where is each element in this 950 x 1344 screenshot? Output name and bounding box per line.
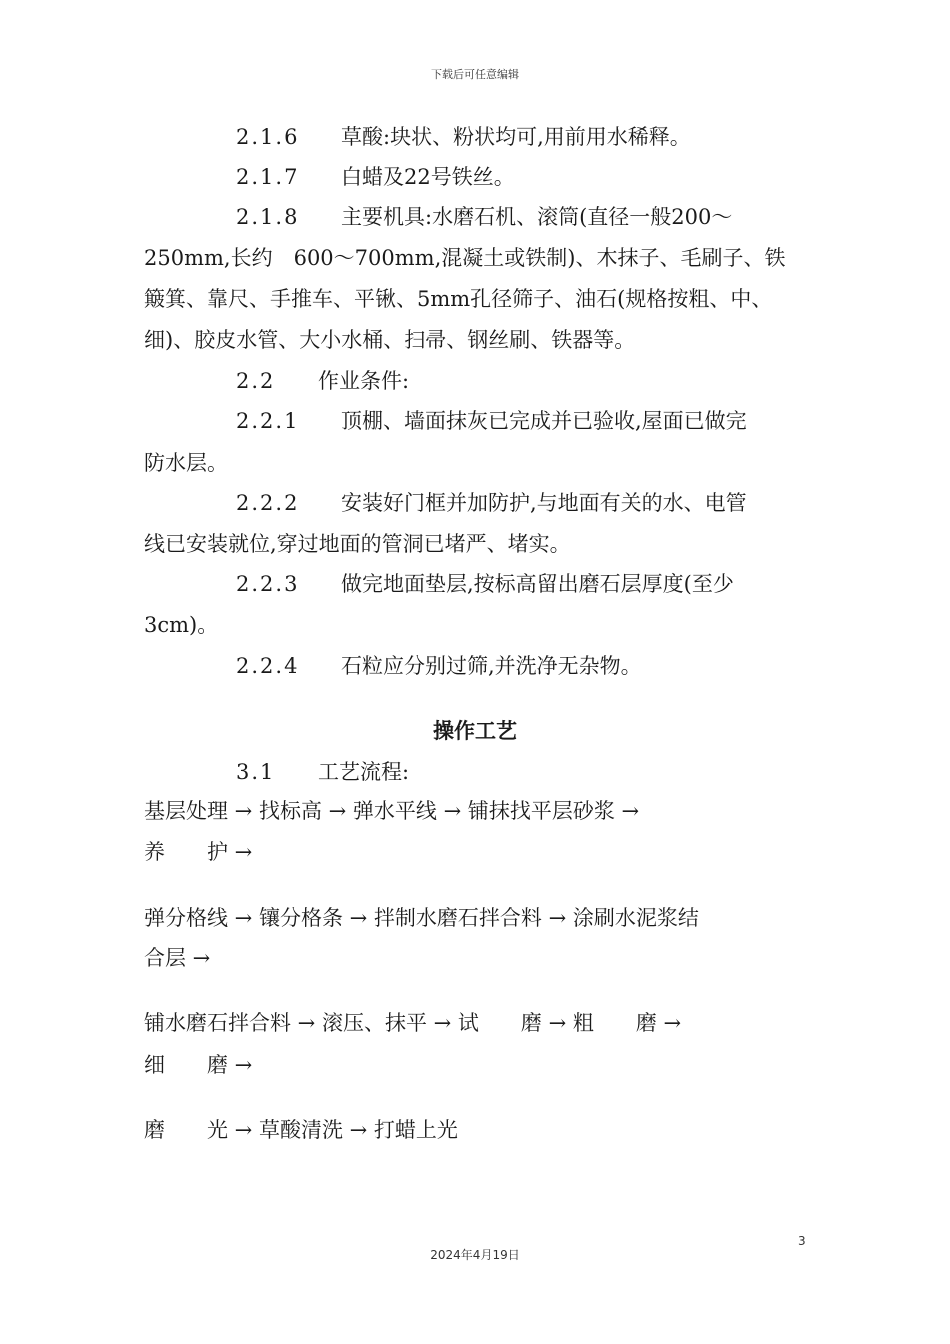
item-2-1-8-line4: 细)、胶皮水管、大小水桶、扫帚、钢丝刷、铁器等。 (144, 328, 636, 352)
item-2-1-8-line2: 250mm,长约 600～700mm,混凝土或铁制)、木抹子、毛刷子、铁 (144, 246, 786, 270)
page-number: 3 (798, 1234, 806, 1248)
flow-line-1: 基层处理 → 找标高 → 弹水平线 → 铺抹找平层砂浆 → (144, 799, 640, 823)
item-2-2-1 (236, 406, 747, 436)
item-text: 白蜡及22号铁丝。 (341, 165, 515, 189)
item-text: 工艺流程: (318, 760, 410, 784)
flow-line-7: 磨 光 → 草酸清洗 → 打蜡上光 (144, 1118, 458, 1142)
flow-line-4: 合层 → (144, 946, 211, 970)
item-text: 草酸:块状、粉状均可,用前用水稀释。 (341, 125, 691, 149)
item-number: 2.2.1 (236, 409, 300, 433)
item-number: 2.2.3 (236, 572, 300, 596)
item-text: 石粒应分别过筛,并洗净无杂物。 (341, 654, 642, 678)
item-text: 顶棚、墙面抹灰已完成并已验收,屋面已做完 (341, 409, 747, 433)
item-2-1-8 (236, 202, 732, 232)
page-header: 下载后可任意编辑 (431, 68, 519, 81)
footer-date: 2024年4月19日 (430, 1248, 520, 1262)
item-2-2 (236, 366, 409, 396)
item-2-2-3-line2: 3cm)。 (144, 613, 219, 637)
item-number: 2.1.7 (236, 165, 300, 189)
item-2-2-2-line2: 线已安装就位,穿过地面的管洞已堵严、堵实。 (144, 532, 571, 556)
item-number: 3.1 (236, 760, 276, 784)
flow-line-2: 养 护 → (144, 840, 253, 864)
item-2-2-4 (236, 651, 642, 681)
flow-line-6: 细 磨 → (144, 1053, 253, 1077)
item-number: 2.2.4 (236, 654, 300, 678)
item-2-1-7 (236, 162, 515, 192)
item-2-1-6 (236, 122, 691, 152)
section-title: 操作工艺 (433, 719, 517, 743)
item-number: 2.1.6 (236, 125, 300, 149)
item-text: 作业条件: (318, 369, 410, 393)
item-2-2-3 (236, 569, 734, 599)
item-text: 做完地面垫层,按标高留出磨石层厚度(至少 (341, 572, 734, 596)
item-2-2-1-line2: 防水层。 (144, 451, 228, 475)
item-number: 2.2 (236, 369, 276, 393)
item-3-1 (236, 757, 409, 787)
item-text: 安装好门框并加防护,与地面有关的水、电管 (341, 491, 747, 515)
item-2-2-2 (236, 488, 747, 518)
flow-line-5: 铺水磨石拌合料 → 滚压、抹平 → 试 磨 → 粗 磨 → (144, 1011, 682, 1035)
item-2-1-8-line3: 簸箕、靠尺、手推车、平锹、5mm孔径筛子、油石(规格按粗、中、 (144, 287, 773, 311)
item-text: 主要机具:水磨石机、滚筒(直径一般200～ (341, 205, 733, 229)
item-number: 2.1.8 (236, 205, 300, 229)
flow-line-3: 弹分格线 → 镶分格条 → 拌制水磨石拌合料 → 涂刷水泥浆结 (144, 906, 699, 930)
item-number: 2.2.2 (236, 491, 300, 515)
